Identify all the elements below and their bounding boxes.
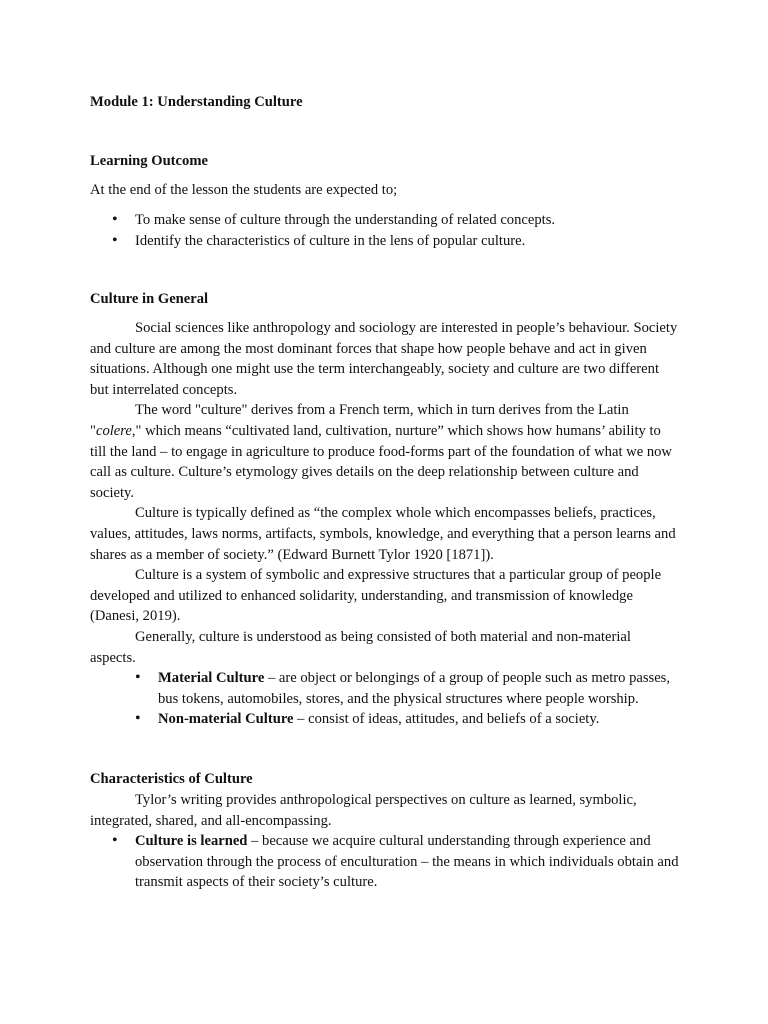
latin-term: colere	[95, 422, 132, 439]
list-item	[90, 668, 680, 709]
characteristics-heading: Characteristics of Culture	[90, 771, 253, 787]
characteristics-body	[90, 790, 680, 893]
term: Culture is learned	[135, 833, 248, 850]
learning-outcome-heading: Learning Outcome	[90, 153, 208, 169]
culture-in-general-heading: Culture in General	[90, 291, 209, 307]
list-item	[90, 831, 680, 893]
paragraph-text: The word "culture" derives from a French term, which in turn derives from the Latin "	[90, 402, 629, 439]
learning-outcome-list	[90, 210, 680, 251]
paragraph: Generally, culture is understood as being consisted of both material and non-material aspects.	[90, 628, 631, 666]
module-title: Module 1: Understanding Culture	[90, 94, 303, 110]
paragraph: Social sciences like anthropology and sociology are interested in people’s behaviour. Society and culture are among the most dominant forces that shape how people behave and act in given situations. Although one might use the term interchangeably, society and culture are two different but interrelated concepts.	[90, 320, 678, 398]
paragraph	[90, 400, 680, 503]
learning-outcome-intro: At the end of the lesson the students are expected to;	[90, 182, 398, 198]
characteristics-list	[90, 831, 680, 893]
culture-in-general-body	[90, 318, 680, 730]
list-item: • To make sense of culture through the understanding of related concepts.	[90, 210, 680, 231]
paragraph: Culture is typically defined as “the complex whole which encompasses beliefs, practices, values, attitudes, laws norms, artifacts, symbols, knowledge, and everything that a person learns and shares as a member of society.” (Edward Burnett Tylor 1920 [1871]).	[90, 505, 676, 563]
term-description: – are object or belongings of a group of people such as metro passes, bus tokens, automobiles, stores, and the physical structures where people worship.	[158, 670, 671, 707]
list-item: • Identify the characteristics of culture in the lens of popular culture.	[90, 231, 680, 252]
paragraph: Culture is a system of symbolic and expressive structures that a particular group of people developed and utilized to enhanced solidarity, understanding, and transmission of knowledge (Danesi, 2019).	[90, 567, 662, 625]
list-item	[90, 709, 680, 730]
term-description: – consist of ideas, attitudes, and beliefs of a society.	[293, 711, 600, 728]
paragraph: Tylor’s writing provides anthropological perspectives on culture as learned, symbolic, integrated, shared, and all-encompassing.	[90, 792, 637, 829]
term-description: – because we acquire cultural understanding through experience and observation through the process of enculturation – the means in which individuals obtain and transmit aspects of their society’s culture.	[135, 833, 679, 891]
term: Material Culture	[158, 670, 265, 687]
culture-types-list	[90, 668, 680, 730]
term: Non-material Culture	[158, 711, 294, 728]
paragraph-text: ," which means “cultivated land, cultivation, nurture” which shows how humans’ ability to till the land – to engage in agriculture to produce food-forms part of the foundation of what we now call as culture. Culture’s etymology gives details on the deep relationship between culture and society.	[90, 422, 672, 501]
